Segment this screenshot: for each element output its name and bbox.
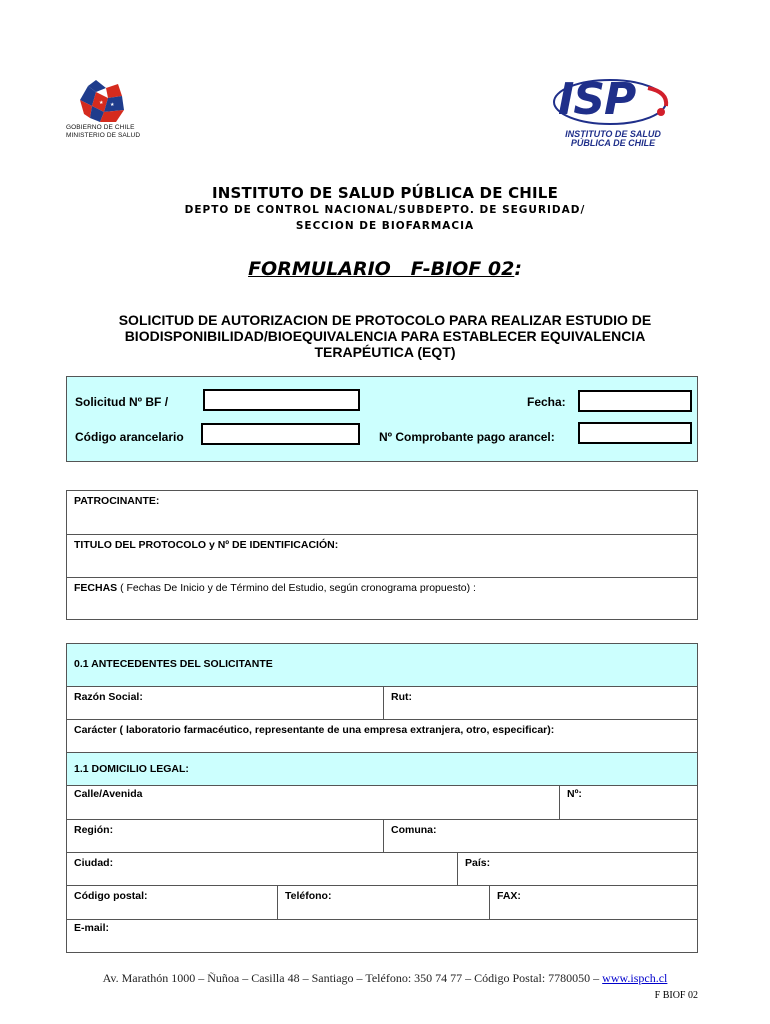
section-domicilio-title: 1.1 DOMICILIO LEGAL: bbox=[74, 763, 189, 775]
footer-website-link[interactable]: www.ispch.cl bbox=[602, 971, 668, 985]
isp-caption bbox=[553, 130, 673, 148]
telefono-label: Teléfono: bbox=[285, 890, 332, 902]
svg-text:★: ★ bbox=[99, 100, 104, 106]
gov-line-2: MINISTERIO DE SALUD bbox=[66, 131, 141, 139]
patrocinante-label: PATROCINANTE: bbox=[74, 495, 160, 507]
comprobante-input[interactable] bbox=[578, 422, 692, 444]
fecha-label: Fecha: bbox=[527, 395, 566, 409]
department-subtitle bbox=[0, 202, 770, 234]
institution-title: INSTITUTO DE SALUD PÚBLICA DE CHILE bbox=[211, 184, 559, 202]
subject-line-2: BIODISPONIBILIDAD/BIOEQUIVALENCIA PARA ESTABLECER EQUIVALENCIA bbox=[124, 328, 646, 344]
gobierno-logo-caption bbox=[66, 124, 176, 139]
subject-line-3: TERAPÉUTICA (EQT) bbox=[314, 344, 456, 360]
caracter-label: Carácter ( laboratorio farmacéutico, representante de una empresa extranjera, otro, especificar): bbox=[74, 724, 555, 736]
comuna-label: Comuna: bbox=[391, 824, 437, 836]
fecha-input[interactable] bbox=[578, 390, 692, 412]
svg-text:★: ★ bbox=[110, 102, 115, 108]
isp-caption-line-1: INSTITUTO DE SALUD bbox=[565, 129, 661, 139]
ciudad-field[interactable] bbox=[67, 852, 457, 885]
codigo-postal-label: Código postal: bbox=[74, 890, 148, 902]
fechas-description: ( Fechas De Inicio y de Término del Estudio, según cronograma propuesto) : bbox=[117, 582, 476, 594]
footer-address bbox=[0, 971, 770, 986]
razon-social-field[interactable] bbox=[67, 686, 383, 719]
solicitud-input[interactable] bbox=[203, 389, 360, 411]
telefono-field[interactable] bbox=[277, 885, 489, 919]
codigo-postal-field[interactable] bbox=[67, 885, 277, 919]
form-title-colon: : bbox=[514, 258, 522, 280]
solicitud-label: Solicitud Nº BF / bbox=[75, 395, 169, 409]
titulo-protocolo-label: TITULO DEL PROTOCOLO y Nº DE IDENTIFICACIÓN: bbox=[74, 539, 339, 551]
patrocinante-field[interactable] bbox=[67, 491, 697, 534]
section-antecedentes-title: 0.1 ANTECEDENTES DEL SOLICITANTE bbox=[74, 658, 273, 670]
footer-address-text: Av. Marathón 1000 – Ñuñoa – Casilla 48 – Santiago – Teléfono: 350 74 77 – Código Postal: 7780050 – bbox=[102, 971, 603, 985]
numero-label: Nº: bbox=[567, 788, 582, 800]
request-info-box bbox=[66, 376, 698, 462]
applicant-table bbox=[66, 643, 698, 953]
dept-line-2: SECCION DE BIOFARMACIA bbox=[295, 220, 475, 232]
email-label: E-mail: bbox=[74, 922, 110, 934]
study-table bbox=[66, 490, 698, 620]
form-title bbox=[0, 258, 770, 280]
email-field[interactable] bbox=[67, 919, 697, 952]
isp-letters: ISP bbox=[558, 74, 636, 125]
calle-field[interactable] bbox=[67, 785, 559, 819]
calle-label: Calle/Avenida bbox=[74, 788, 143, 800]
comuna-field[interactable] bbox=[383, 819, 697, 852]
ciudad-label: Ciudad: bbox=[74, 857, 114, 869]
pais-field[interactable] bbox=[457, 852, 697, 885]
razon-social-label: Razón Social: bbox=[74, 691, 143, 703]
rut-label: Rut: bbox=[391, 691, 412, 703]
form-title-text: FORMULARIO F-BIOF 02 bbox=[248, 258, 515, 280]
form-subject bbox=[60, 312, 710, 360]
comprobante-label: Nº Comprobante pago arancel: bbox=[379, 430, 555, 444]
form-code: F BIOF 02 bbox=[654, 990, 698, 1001]
section-domicilio-header bbox=[67, 752, 697, 785]
codigo-arancelario-input[interactable] bbox=[201, 423, 360, 445]
isp-caption-line-2: PÚBLICA DE CHILE bbox=[570, 138, 656, 148]
titulo-protocolo-field[interactable] bbox=[67, 534, 697, 577]
numero-field[interactable] bbox=[559, 785, 697, 819]
pais-label: País: bbox=[465, 857, 491, 869]
codigo-arancelario-label: Código arancelario bbox=[75, 430, 184, 444]
caracter-field[interactable] bbox=[67, 719, 697, 752]
gov-line-1: GOBIERNO DE CHILE bbox=[66, 124, 135, 131]
fechas-label: FECHAS bbox=[74, 582, 118, 594]
region-label: Región: bbox=[74, 824, 114, 836]
dept-line-1: DEPTO DE CONTROL NACIONAL/SUBDEPTO. DE SEGURIDAD/ bbox=[184, 204, 586, 216]
fax-label: FAX: bbox=[497, 890, 521, 902]
fechas-field[interactable] bbox=[67, 577, 697, 619]
rut-field[interactable] bbox=[383, 686, 697, 719]
fax-field[interactable] bbox=[489, 885, 697, 919]
section-antecedentes-header bbox=[67, 644, 697, 686]
region-field[interactable] bbox=[67, 819, 383, 852]
subject-line-1: SOLICITUD DE AUTORIZACION DE PROTOCOLO PARA REALIZAR ESTUDIO DE bbox=[118, 312, 652, 328]
